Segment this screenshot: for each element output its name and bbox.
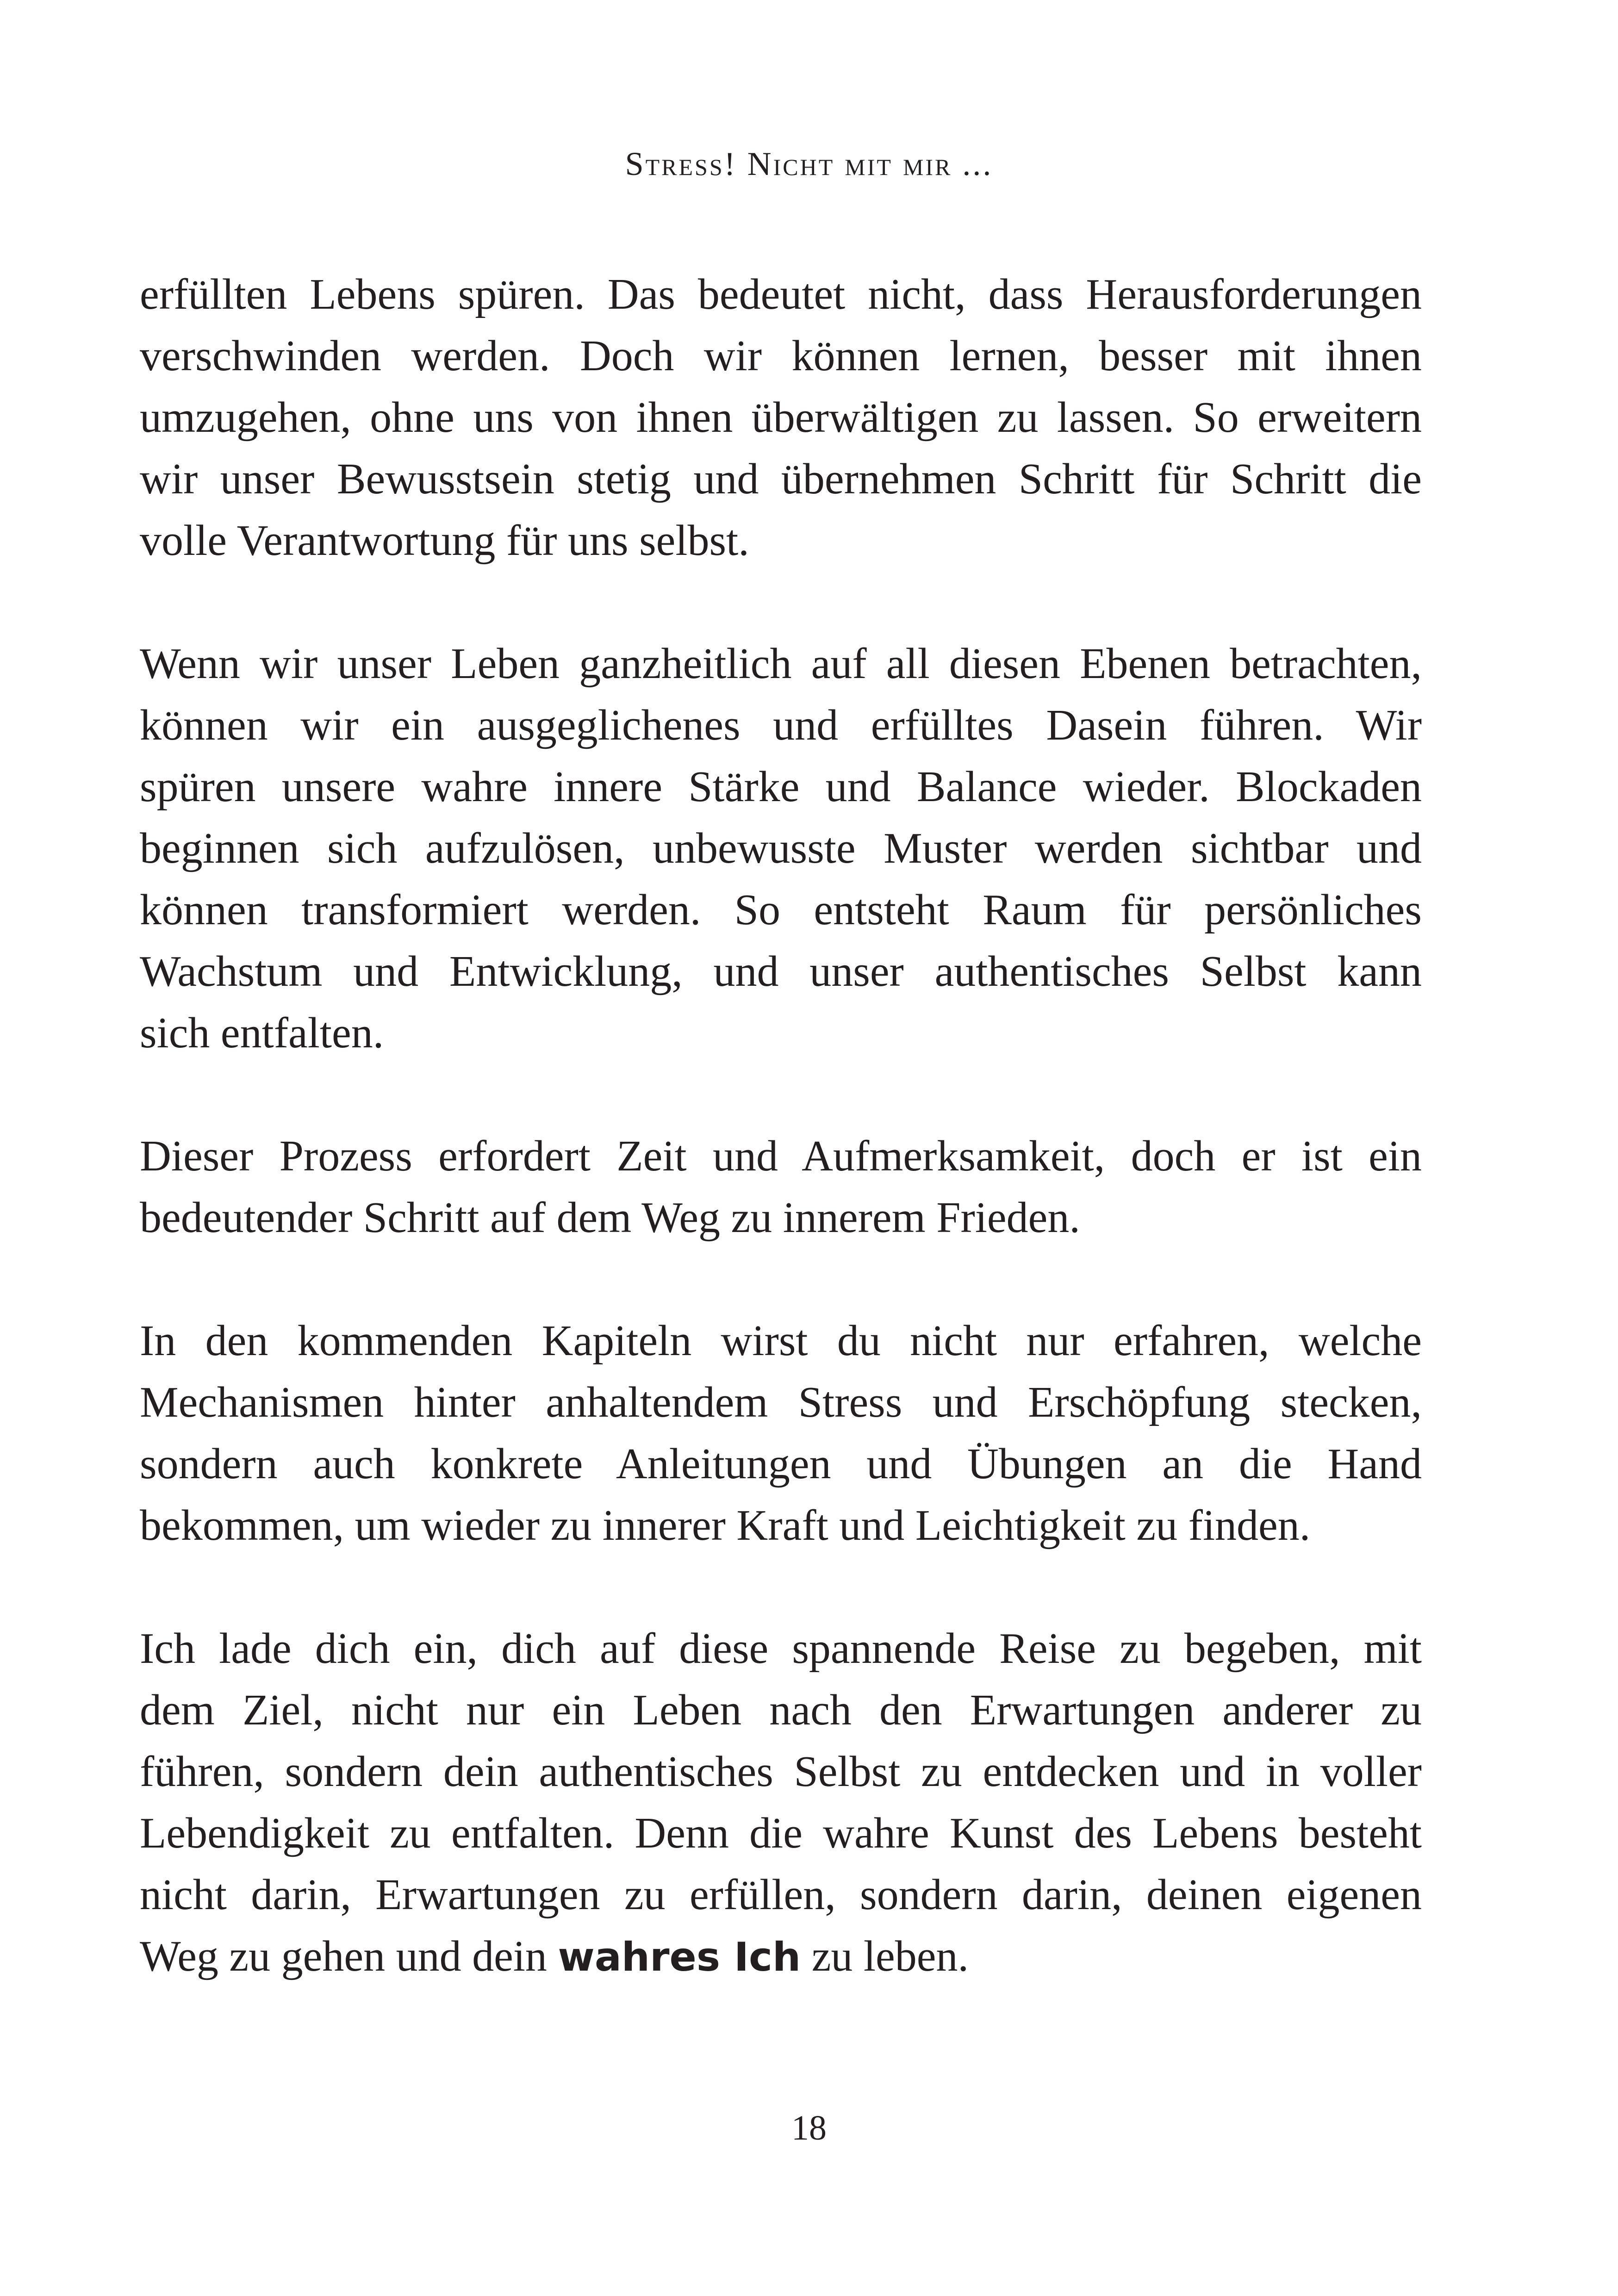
running-header-title: Stress! Nicht mit mir ... (625, 145, 993, 182)
page-body (140, 264, 1422, 2049)
text-line: bekommen, um wieder zu innerer Kraft und Leichtigkeit zu finden. (140, 1501, 1311, 1549)
text-line: sich entfalten. (140, 1009, 384, 1057)
text-line: In den kommenden Kapiteln wirst du nicht nur erfahren, welche (140, 1317, 1422, 1365)
text-line: spüren unsere wahre innere Stärke und Balance wieder. Blockaden (140, 763, 1422, 811)
text-run: zu leben. (801, 1932, 969, 1980)
paragraph-3 (140, 1126, 1422, 1249)
text-line: Wachstum und Entwicklung, und unser authentisches Selbst kann (140, 947, 1422, 996)
paragraph-2 (140, 633, 1422, 1064)
text-line: können transformiert werden. So entsteht Raum für persönliches (140, 886, 1422, 934)
text-line: umzugehen, ohne uns von ihnen überwältigen zu lassen. So erweitern (140, 393, 1422, 442)
text-line: können wir ein ausgeglichenes und erfülltes Dasein führen. Wir (140, 701, 1422, 749)
text-line: beginnen sich aufzulösen, unbewusste Muster werden sichtbar und (140, 824, 1422, 872)
text-line: Lebendigkeit zu entfalten. Denn die wahre Kunst des Lebens besteht (140, 1809, 1422, 1857)
text-line: verschwinden werden. Doch wir können lernen, besser mit ihnen (140, 332, 1422, 380)
text-line: volle Verantwortung für uns selbst. (140, 516, 749, 565)
page-number: 18 (791, 2109, 827, 2147)
text-line: dem Ziel, nicht nur ein Leben nach den Erwartungen anderer zu (140, 1686, 1422, 1734)
text-line: Ich lade dich ein, dich auf diese spannende Reise zu begeben, mit (140, 1624, 1422, 1673)
text-run: Weg zu gehen und dein (140, 1932, 558, 1980)
text-line: sondern auch konkrete Anleitungen und Übungen an die Hand (140, 1440, 1422, 1488)
emphasis-text: wahres Ich (558, 1934, 801, 1980)
text-line: erfüllten Lebens spüren. Das bedeutet nicht, dass Herausforderungen (140, 270, 1422, 318)
text-line: führen, sondern dein authentisches Selbst zu entdecken und in voller (140, 1748, 1422, 1796)
final-text-line (140, 1926, 1422, 1987)
text-line: bedeutender Schritt auf dem Weg zu innerem Frieden. (140, 1194, 1080, 1242)
text-line: wir unser Bewusstsein stetig und übernehmen Schritt für Schritt die (140, 455, 1422, 503)
paragraph-1 (140, 264, 1422, 572)
text-line: Wenn wir unser Leben ganzheitlich auf all diesen Ebenen betrachten, (140, 640, 1422, 688)
text-line: Mechanismen hinter anhaltendem Stress und Erschöpfung stecken, (140, 1378, 1422, 1426)
paragraph-5 (140, 1618, 1422, 1987)
text-line: Dieser Prozess erfordert Zeit und Aufmerksamkeit, doch er ist ein (140, 1132, 1422, 1180)
paragraph-4 (140, 1310, 1422, 1556)
text-line: nicht darin, Erwartungen zu erfüllen, sondern darin, deinen eigenen (140, 1871, 1422, 1919)
